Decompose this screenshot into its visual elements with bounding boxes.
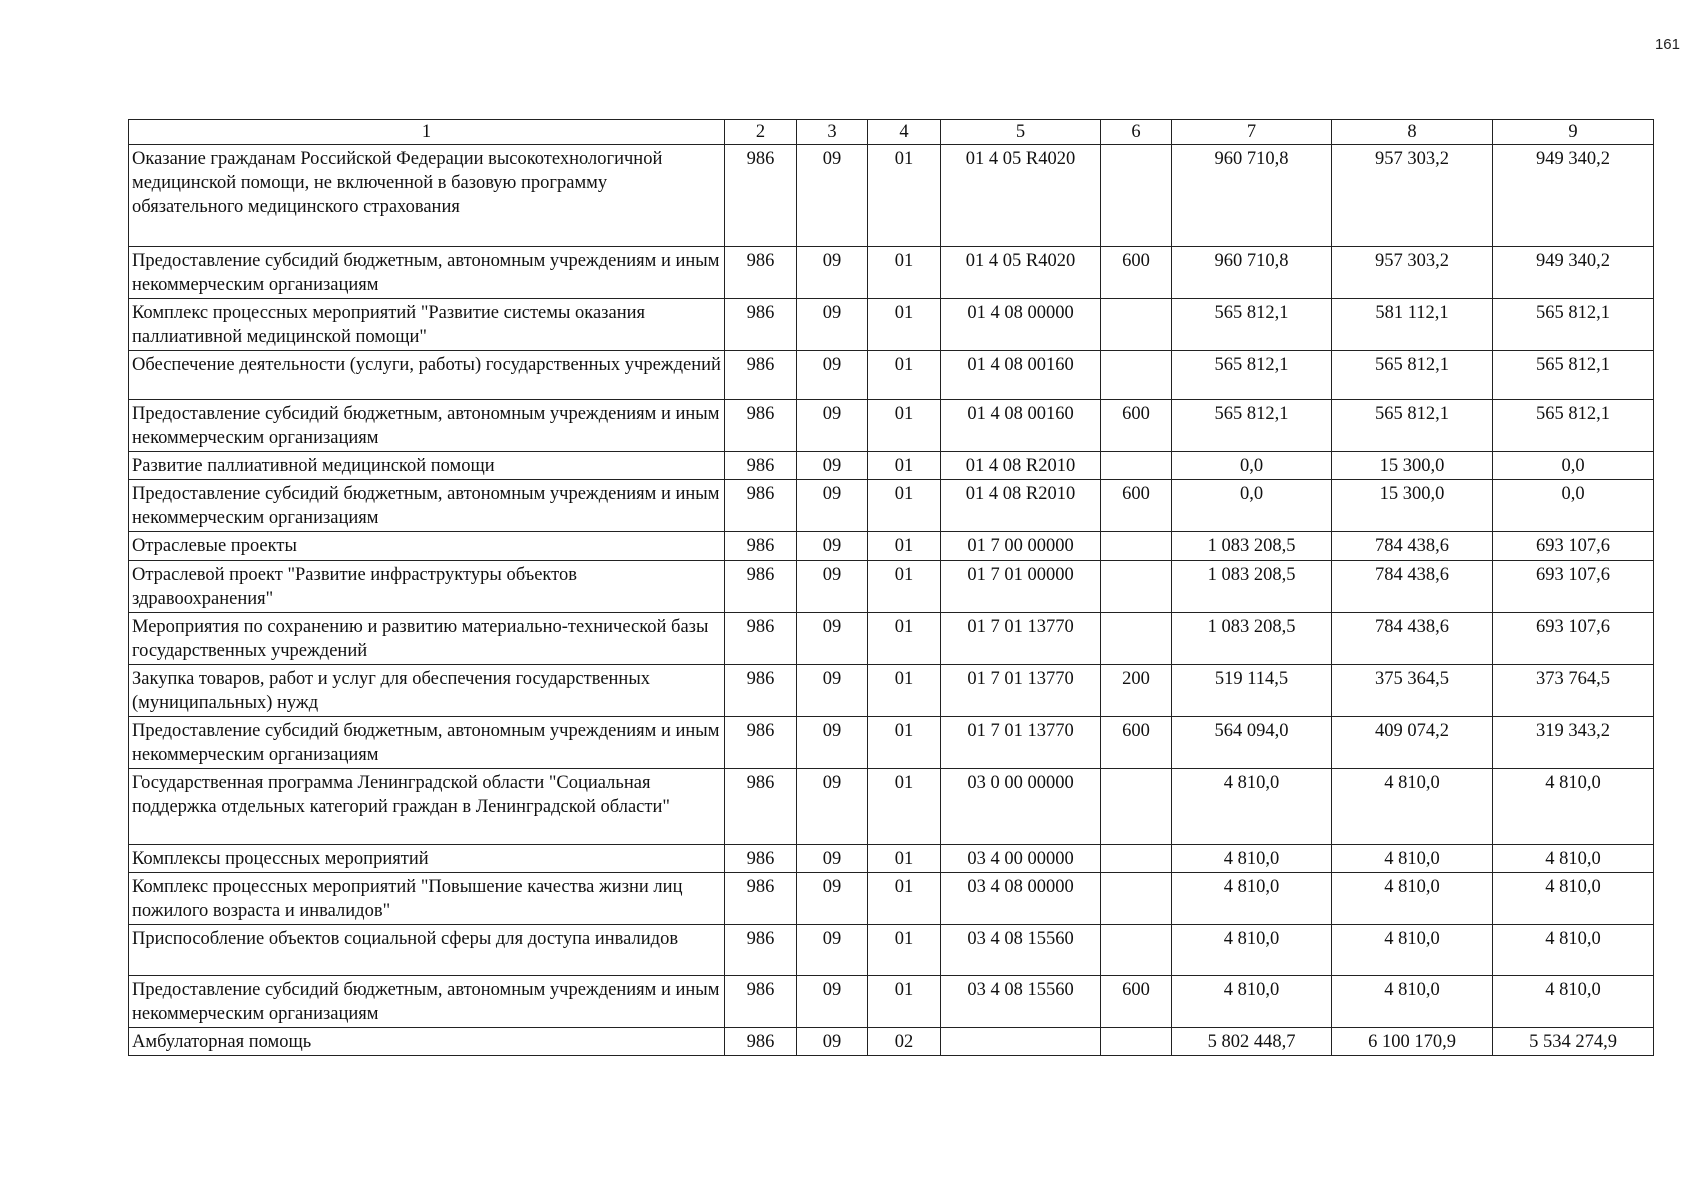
table-row — [129, 844, 1654, 872]
cell-expense-type — [1101, 351, 1172, 400]
cell-amount: 564 094,0 — [1172, 716, 1332, 768]
cell-subsection: 01 — [868, 925, 941, 976]
cell-admin: 986 — [725, 768, 797, 844]
cell-target-item: 03 4 08 00000 — [941, 872, 1101, 924]
cell-target-item: 03 4 00 00000 — [941, 844, 1101, 872]
cell-amount: 4 810,0 — [1493, 872, 1654, 924]
cell-admin: 986 — [725, 351, 797, 400]
cell-subsection: 01 — [868, 560, 941, 612]
cell-expense-type — [1101, 532, 1172, 560]
cell-amount: 5 534 274,9 — [1493, 1028, 1654, 1056]
cell-name: Развитие паллиативной медицинской помощи — [129, 452, 725, 480]
cell-amount: 4 810,0 — [1493, 844, 1654, 872]
cell-subsection: 01 — [868, 480, 941, 532]
cell-amount: 957 303,2 — [1332, 145, 1493, 247]
table-row — [129, 299, 1654, 351]
cell-section: 09 — [797, 976, 868, 1028]
table-row — [129, 612, 1654, 664]
cell-target-item: 01 4 05 R4020 — [941, 145, 1101, 247]
cell-amount: 565 812,1 — [1172, 400, 1332, 452]
cell-amount: 4 810,0 — [1332, 844, 1493, 872]
cell-amount: 6 100 170,9 — [1332, 1028, 1493, 1056]
cell-admin: 986 — [725, 480, 797, 532]
cell-subsection: 01 — [868, 400, 941, 452]
cell-amount: 957 303,2 — [1332, 247, 1493, 299]
cell-target-item: 03 4 08 15560 — [941, 925, 1101, 976]
cell-target-item: 01 7 01 13770 — [941, 716, 1101, 768]
cell-name: Предоставление субсидий бюджетным, автономным учреждениям и иным некоммерческим организациям — [129, 400, 725, 452]
cell-amount: 4 810,0 — [1332, 872, 1493, 924]
table-row — [129, 351, 1654, 400]
cell-target-item: 01 7 01 13770 — [941, 664, 1101, 716]
cell-amount: 565 812,1 — [1172, 299, 1332, 351]
cell-expense-type — [1101, 612, 1172, 664]
cell-subsection: 01 — [868, 716, 941, 768]
cell-name: Амбулаторная помощь — [129, 1028, 725, 1056]
cell-expense-type: 600 — [1101, 247, 1172, 299]
table-row — [129, 145, 1654, 247]
cell-name: Предоставление субсидий бюджетным, автономным учреждениям и иным некоммерческим организациям — [129, 247, 725, 299]
cell-subsection: 01 — [868, 145, 941, 247]
cell-section: 09 — [797, 532, 868, 560]
budget-table — [128, 119, 1654, 1056]
cell-expense-type: 600 — [1101, 976, 1172, 1028]
cell-section: 09 — [797, 1028, 868, 1056]
cell-amount: 784 438,6 — [1332, 560, 1493, 612]
cell-section: 09 — [797, 351, 868, 400]
cell-expense-type — [1101, 560, 1172, 612]
cell-name: Комплексы процессных мероприятий — [129, 844, 725, 872]
cell-amount: 15 300,0 — [1332, 480, 1493, 532]
cell-target-item: 01 7 01 13770 — [941, 612, 1101, 664]
cell-admin: 986 — [725, 612, 797, 664]
cell-amount: 693 107,6 — [1493, 560, 1654, 612]
cell-amount: 409 074,2 — [1332, 716, 1493, 768]
cell-subsection: 01 — [868, 844, 941, 872]
cell-amount: 4 810,0 — [1332, 976, 1493, 1028]
cell-amount: 1 083 208,5 — [1172, 612, 1332, 664]
table-row — [129, 1028, 1654, 1056]
cell-amount: 319 343,2 — [1493, 716, 1654, 768]
cell-admin: 986 — [725, 532, 797, 560]
cell-admin: 986 — [725, 976, 797, 1028]
cell-amount: 15 300,0 — [1332, 452, 1493, 480]
cell-amount: 0,0 — [1493, 452, 1654, 480]
header-cell: 8 — [1332, 120, 1493, 145]
cell-name: Приспособление объектов социальной сферы для доступа инвалидов — [129, 925, 725, 976]
cell-admin: 986 — [725, 145, 797, 247]
cell-target-item — [941, 1028, 1101, 1056]
cell-amount: 693 107,6 — [1493, 612, 1654, 664]
cell-amount: 375 364,5 — [1332, 664, 1493, 716]
cell-amount: 784 438,6 — [1332, 612, 1493, 664]
cell-target-item: 03 4 08 15560 — [941, 976, 1101, 1028]
cell-target-item: 01 4 05 R4020 — [941, 247, 1101, 299]
cell-section: 09 — [797, 925, 868, 976]
cell-section: 09 — [797, 612, 868, 664]
cell-expense-type — [1101, 145, 1172, 247]
cell-amount: 0,0 — [1493, 480, 1654, 532]
cell-section: 09 — [797, 452, 868, 480]
cell-amount: 4 810,0 — [1172, 925, 1332, 976]
cell-amount: 5 802 448,7 — [1172, 1028, 1332, 1056]
cell-name: Предоставление субсидий бюджетным, автономным учреждениям и иным некоммерческим организациям — [129, 480, 725, 532]
cell-target-item: 01 4 08 00000 — [941, 299, 1101, 351]
header-cell: 5 — [941, 120, 1101, 145]
cell-target-item: 01 4 08 00160 — [941, 351, 1101, 400]
cell-name: Государственная программа Ленинградской области "Социальная поддержка отдельных категорий граждан в Ленинградской области" — [129, 768, 725, 844]
cell-name: Комплекс процессных мероприятий "Повышение качества жизни лиц пожилого возраста и инвалидов" — [129, 872, 725, 924]
table-row — [129, 872, 1654, 924]
cell-expense-type: 600 — [1101, 716, 1172, 768]
table-row — [129, 560, 1654, 612]
cell-subsection: 01 — [868, 351, 941, 400]
cell-amount: 4 810,0 — [1493, 768, 1654, 844]
cell-amount: 565 812,1 — [1493, 299, 1654, 351]
cell-amount: 784 438,6 — [1332, 532, 1493, 560]
cell-amount: 565 812,1 — [1332, 400, 1493, 452]
table-row — [129, 400, 1654, 452]
header-cell: 6 — [1101, 120, 1172, 145]
cell-amount: 4 810,0 — [1493, 925, 1654, 976]
cell-admin: 986 — [725, 247, 797, 299]
cell-amount: 949 340,2 — [1493, 145, 1654, 247]
cell-admin: 986 — [725, 299, 797, 351]
cell-amount: 0,0 — [1172, 480, 1332, 532]
cell-name: Отраслевые проекты — [129, 532, 725, 560]
cell-expense-type: 200 — [1101, 664, 1172, 716]
table-row — [129, 480, 1654, 532]
cell-subsection: 01 — [868, 452, 941, 480]
header-cell: 7 — [1172, 120, 1332, 145]
cell-subsection: 01 — [868, 872, 941, 924]
cell-name: Комплекс процессных мероприятий "Развитие системы оказания паллиативной медицинской помощи" — [129, 299, 725, 351]
cell-admin: 986 — [725, 925, 797, 976]
cell-amount: 565 812,1 — [1172, 351, 1332, 400]
cell-admin: 986 — [725, 560, 797, 612]
cell-expense-type — [1101, 1028, 1172, 1056]
cell-section: 09 — [797, 768, 868, 844]
header-row — [129, 120, 1654, 145]
cell-section: 09 — [797, 560, 868, 612]
cell-name: Закупка товаров, работ и услуг для обеспечения государственных (муниципальных) нужд — [129, 664, 725, 716]
cell-amount: 565 812,1 — [1332, 351, 1493, 400]
cell-expense-type: 600 — [1101, 400, 1172, 452]
cell-name: Предоставление субсидий бюджетным, автономным учреждениям и иным некоммерческим организациям — [129, 716, 725, 768]
cell-amount: 373 764,5 — [1493, 664, 1654, 716]
cell-section: 09 — [797, 299, 868, 351]
cell-amount: 4 810,0 — [1493, 976, 1654, 1028]
cell-admin: 986 — [725, 872, 797, 924]
cell-target-item: 01 7 00 00000 — [941, 532, 1101, 560]
cell-name: Мероприятия по сохранению и развитию материально-технической базы государственных учреждений — [129, 612, 725, 664]
header-cell: 4 — [868, 120, 941, 145]
cell-section: 09 — [797, 872, 868, 924]
cell-target-item: 01 7 01 00000 — [941, 560, 1101, 612]
cell-admin: 986 — [725, 716, 797, 768]
cell-amount: 960 710,8 — [1172, 145, 1332, 247]
table-row — [129, 976, 1654, 1028]
cell-admin: 986 — [725, 400, 797, 452]
table-row — [129, 768, 1654, 844]
cell-amount: 4 810,0 — [1172, 844, 1332, 872]
page-number: 161 — [1654, 36, 1680, 53]
cell-amount: 581 112,1 — [1332, 299, 1493, 351]
cell-expense-type — [1101, 844, 1172, 872]
cell-admin: 986 — [725, 844, 797, 872]
cell-section: 09 — [797, 664, 868, 716]
header-cell: 9 — [1493, 120, 1654, 145]
header-cell: 2 — [725, 120, 797, 145]
cell-amount: 693 107,6 — [1493, 532, 1654, 560]
cell-subsection: 02 — [868, 1028, 941, 1056]
cell-amount: 519 114,5 — [1172, 664, 1332, 716]
cell-amount: 1 083 208,5 — [1172, 532, 1332, 560]
cell-target-item: 01 4 08 00160 — [941, 400, 1101, 452]
cell-section: 09 — [797, 480, 868, 532]
cell-expense-type — [1101, 452, 1172, 480]
cell-subsection: 01 — [868, 532, 941, 560]
cell-expense-type — [1101, 872, 1172, 924]
cell-amount: 4 810,0 — [1332, 925, 1493, 976]
cell-amount: 1 083 208,5 — [1172, 560, 1332, 612]
cell-amount: 0,0 — [1172, 452, 1332, 480]
cell-amount: 960 710,8 — [1172, 247, 1332, 299]
cell-name: Отраслевой проект "Развитие инфраструктуры объектов здравоохранения" — [129, 560, 725, 612]
cell-subsection: 01 — [868, 612, 941, 664]
cell-expense-type — [1101, 768, 1172, 844]
table-row — [129, 664, 1654, 716]
cell-amount: 565 812,1 — [1493, 400, 1654, 452]
cell-subsection: 01 — [868, 664, 941, 716]
cell-subsection: 01 — [868, 768, 941, 844]
cell-admin: 986 — [725, 1028, 797, 1056]
cell-amount: 949 340,2 — [1493, 247, 1654, 299]
header-cell: 1 — [129, 120, 725, 145]
cell-expense-type: 600 — [1101, 480, 1172, 532]
cell-subsection: 01 — [868, 299, 941, 351]
cell-name: Обеспечение деятельности (услуги, работы) государственных учреждений — [129, 351, 725, 400]
cell-target-item: 03 0 00 00000 — [941, 768, 1101, 844]
table-row — [129, 716, 1654, 768]
cell-target-item: 01 4 08 R2010 — [941, 452, 1101, 480]
cell-section: 09 — [797, 844, 868, 872]
header-cell: 3 — [797, 120, 868, 145]
cell-section: 09 — [797, 716, 868, 768]
cell-amount: 565 812,1 — [1493, 351, 1654, 400]
cell-admin: 986 — [725, 452, 797, 480]
cell-amount: 4 810,0 — [1172, 768, 1332, 844]
cell-section: 09 — [797, 247, 868, 299]
cell-name: Предоставление субсидий бюджетным, автономным учреждениям и иным некоммерческим организациям — [129, 976, 725, 1028]
cell-target-item: 01 4 08 R2010 — [941, 480, 1101, 532]
cell-section: 09 — [797, 145, 868, 247]
cell-amount: 4 810,0 — [1332, 768, 1493, 844]
table-row — [129, 452, 1654, 480]
cell-subsection: 01 — [868, 976, 941, 1028]
table-row — [129, 925, 1654, 976]
cell-amount: 4 810,0 — [1172, 872, 1332, 924]
cell-expense-type — [1101, 299, 1172, 351]
table-row — [129, 532, 1654, 560]
cell-amount: 4 810,0 — [1172, 976, 1332, 1028]
cell-name: Оказание гражданам Российской Федерации высокотехнологичной медицинской помощи, не включенной в базовую программу обязательного медицинского страхования — [129, 145, 725, 247]
cell-subsection: 01 — [868, 247, 941, 299]
cell-admin: 986 — [725, 664, 797, 716]
cell-expense-type — [1101, 925, 1172, 976]
cell-section: 09 — [797, 400, 868, 452]
table-row — [129, 247, 1654, 299]
